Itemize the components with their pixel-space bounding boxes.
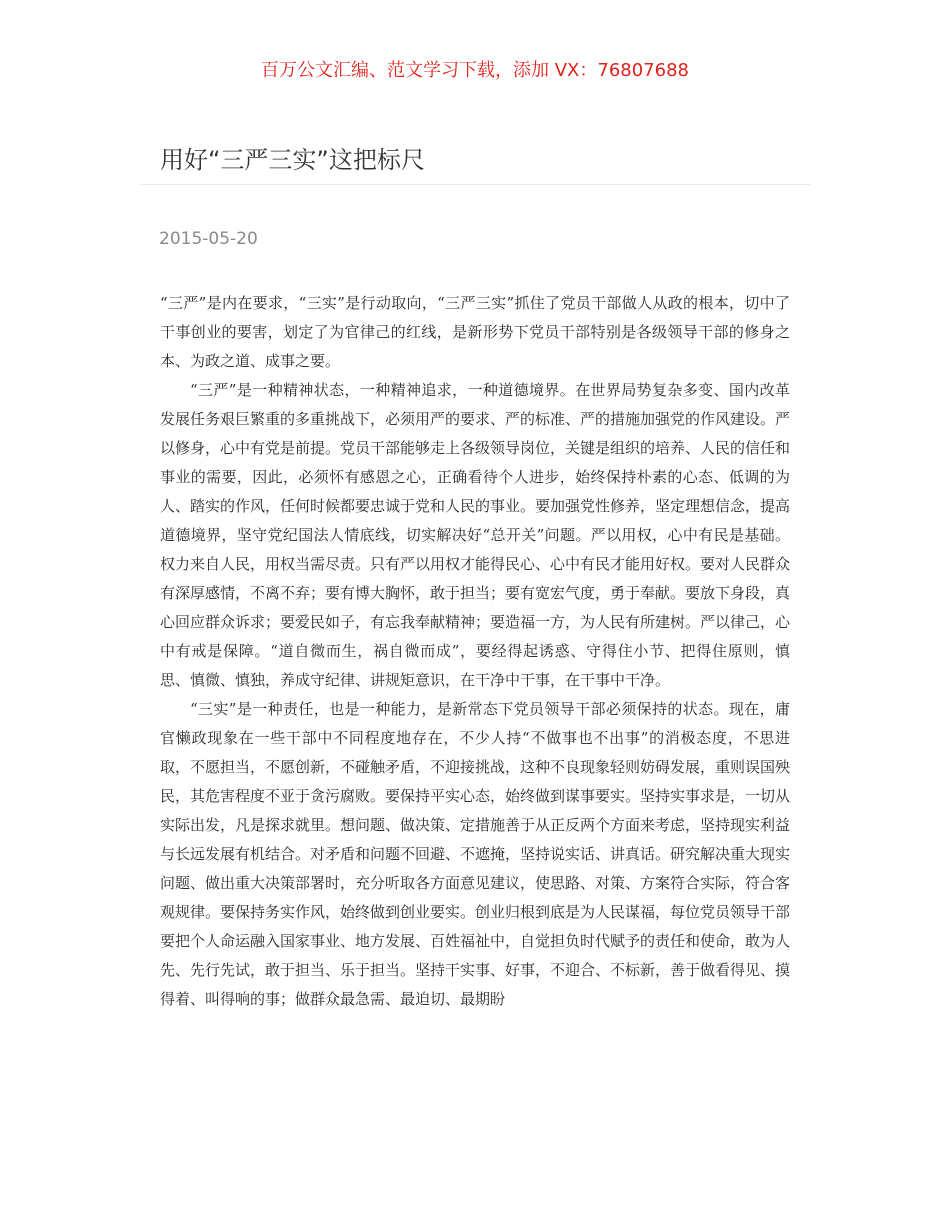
paragraph-2: “三严”是一种精神状态，一种精神追求，一种道德境界。在世界局势复杂多变、国内改革发展任务艰巨繁重的多重挑战下，必须用严的要求、严的标准、严的措施加强党的作风建设。严以修身，心中有党是前提。党员干部能够走上各级领导岗位，关键是组织的培养、人民的信任和事业的需要，因此，必须怀有感恩之心，正确看待个人进步，始终保持朴素的心态、低调的为人、踏实的作风，任何时候都要忠诚于党和人民的事业。要加强党性修养，坚定理想信念，提高道德境界，坚守党纪国法人情底线，切实解决好“总开关”问题。严以用权，心中有民是基础。权力来自人民，用权当需尽责。只有严以用权才能得民心、心中有民才能用好权。要对人民群众有深厚感情，不离不弃；要有博大胸怀，敢于担当；要有宽宏气度，勇于奉献。要放下身段，真心回应群众诉求；要爱民如子，有忘我奉献精神；要造福一方，为人民有所建树。严以律己，心中有戒是保障。“道自微而生，祸自微而成”，要经得起诱惑、守得住小节、把得住原则，慎思、慎微、慎独，养成守纪律、讲规矩意识，在干净中干事，在干事中干净。 <box>160 381 791 689</box>
paragraph-3: “三实”是一种责任，也是一种能力，是新常态下党员领导干部必须保持的状态。现在，庸官懒政现象在一些干部中不同程度地存在，不少人持“不做事也不出事”的消极态度，不思进取，不愿担当，不愿创新，不碰触矛盾，不迎接挑战，这种不良现象轻则妨碍发展，重则误国殃民，其危害程度不亚于贪污腐败。要保持平实心态，始终做到谋事要实。坚持实事求是，一切从实际出发，凡是探求就里。想问题、做决策、定措施善于从正反两个方面来考虑，坚持现实利益与长远发展有机结合。对矛盾和问题不回避、不遮掩，坚持说实话、讲真话。研究解决重大现实问题、做出重大决策部署时，充分听取各方面意见建议，使思路、对策、方案符合实际，符合客观规律。要保持务实作风，始终做到创业要实。创业归根到底是为人民谋福，每位党员领导干部要把个人命运融入国家事业、地方发展、百姓福祉中，自觉担负时代赋予的责任和使命，敢为人先、先行先试，敢于担当、乐于担当。坚持干实事、好事，不迎合、不标新，善于做看得见、摸得着、叫得响的事；做群众最急需、最迫切、最期盼 <box>160 700 791 1008</box>
publish-date: 2015-05-20 <box>159 229 258 249</box>
title-divider <box>140 184 810 185</box>
article-body <box>160 289 790 1014</box>
paragraph-1: “三严”是内在要求，“三实”是行动取向，“三严三实”抓住了党员干部做人从政的根本，切中了干事创业的要害，划定了为官律己的红线，是新形势下党员干部特别是各级领导干部的修身之本、为政之道、成事之要。 <box>160 294 790 370</box>
article-title: 用好“三严三实”这把标尺 <box>160 146 425 174</box>
promo-banner: 百万公文汇编、范文学习下载，添加 VX：76807688 <box>261 60 689 81</box>
